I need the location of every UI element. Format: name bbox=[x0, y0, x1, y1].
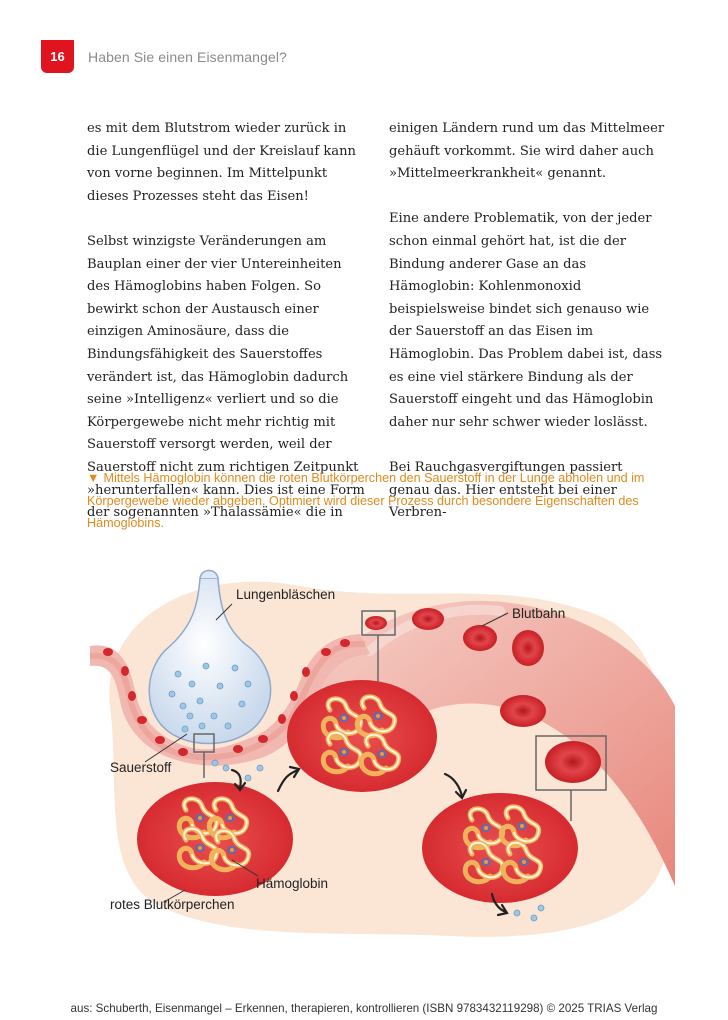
label-oxygen: Sauerstoff bbox=[110, 760, 172, 775]
page-number-badge: 16 bbox=[41, 40, 74, 73]
label-alveolus: Lungenbläschen bbox=[236, 587, 336, 602]
paragraph: Selbst winzigste Veränderungen am Bauplan einer der vier Untereinheiten des Hämoglobins haben Folgen. So bewirkt schon der Austausch einer einzigen Aminosäure, dass die Bindungsfähigkeit des Sauerstoffes verändert ist, das Hämoglobin dadurch seine »Intelligenz« verliert und so die Körpergewebe nicht mehr richtig mit Sauerstoff versorgt werden, weil der Sauerstoff nicht zum richtigen Zeitpunkt »herunterfallen« kann. Dies ist eine Form der sogenannten »Thalassämie« die in bbox=[87, 233, 365, 521]
hemoglobin-illustration bbox=[80, 556, 680, 946]
red-blood-cell-large-2 bbox=[287, 680, 437, 792]
figure-caption bbox=[87, 467, 677, 535]
label-red-blood-cell: rotes Blutkörperchen bbox=[110, 897, 235, 912]
paragraph: Eine andere Problematik, von der jeder schon einmal gehört hat, ist die der Bindung anderer Gase an das Hämoglobin: Kohlenmonoxid beispielsweise bindet sich genauso wie der Sauerstoff an das Eisen im Hämoglobin. Das Problem dabei ist, dass es eine viel stärkere Bindung als der Sauerstoff eingeht und das Hämoglobin daher nur sehr schwer wieder loslässt. bbox=[389, 211, 663, 430]
label-hemoglobin: Hämoglobin bbox=[256, 876, 329, 891]
text-column-left bbox=[87, 118, 365, 525]
paragraph: es mit dem Blutstrom wieder zurück in die Lungenflügel und der Kreislauf kann von vorne beginnen. Im Mittelpunkt dieses Prozesses steht das Eisen! bbox=[87, 121, 356, 204]
footer-citation: aus: Schuberth, Eisenmangel – Erkennen, therapieren, kontrollieren (ISBN 9783432119298) © 2025 TRIAS Verlag bbox=[70, 1002, 658, 1015]
running-title: Haben Sie einen Eisenmangel? bbox=[88, 49, 287, 65]
label-bloodstream: Blutbahn bbox=[512, 606, 566, 621]
paragraph: einigen Ländern rund um das Mittelmeer gehäuft vorkommt. Sie wird daher auch »Mittelmeerkrankheit« genannt. bbox=[389, 121, 665, 182]
red-blood-cell-large-3 bbox=[422, 793, 578, 903]
text-column-right bbox=[389, 118, 667, 525]
paragraph: Bei Rauchgasvergiftungen passiert genau das. Hier entsteht bei einer Verbren- bbox=[389, 459, 623, 521]
caption-text: Mittels Hämoglobin können die roten Blutkörperchen den Sauerstoff in der Lunge abholen und im Körpergewebe wieder abgeben. Optimiert wird dieser Prozess durch besondere Eigenschaften des Hämoglobins. bbox=[87, 471, 645, 530]
chevron-down-icon: ▼ bbox=[87, 471, 100, 485]
